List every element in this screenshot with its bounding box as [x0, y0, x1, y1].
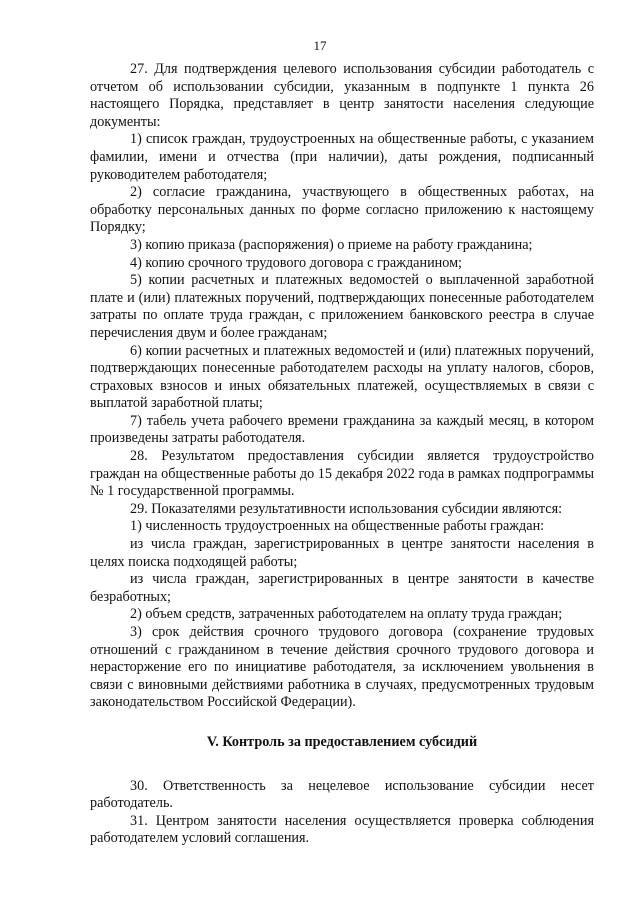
- list-item-7: 7) табель учета рабочего времени гражданина за каждый месяц, в котором произведены затраты работодателя.: [90, 412, 594, 447]
- indicator-1-subitem-a: из числа граждан, зарегистрированных в центре занятости населения в целях поиска подходящей работы;: [90, 536, 594, 570]
- paragraph-31: 31. Центром занятости населения осуществляется проверка соблюдения работодателем условий соглашения.: [90, 812, 594, 847]
- indicator-1-subitem-b: из числа граждан, зарегистрированных в центре занятости в качестве безработных;: [90, 571, 594, 605]
- document-body: [90, 61, 594, 848]
- paragraph-29: 29. Показателями результативности использования субсидии являются:: [130, 500, 563, 517]
- paragraph-30: 30. Ответственность за нецелевое использование субсидии несет работодатель.: [90, 777, 594, 812]
- list-item-1: 1) список граждан, трудоустроенных на общественные работы, с указанием фамилии, имени и отчества (при наличии), даты рождения, подписанный руководителем работодателя;: [90, 131, 594, 183]
- list-item-5: 5) копии расчетных и платежных ведомостей о выплаченной заработной плате и (или) платежных поручений, подтверждающих понесенные работодателем затраты по оплате труда граждан, с приложением банковского реестра в случае перечисления двум и более гражданам;: [90, 272, 594, 341]
- section-heading: V. Контроль за предоставлением субсидий: [206, 733, 478, 750]
- list-item-4: 4) копию срочного трудового договора с гражданином;: [130, 254, 462, 271]
- page-number: 17: [313, 38, 327, 53]
- indicator-2: 2) объем средств, затраченных работодателем на оплату труда граждан;: [130, 606, 563, 623]
- list-item-3: 3) копию приказа (распоряжения) о приеме на работу гражданина;: [130, 236, 533, 253]
- paragraph-28: 28. Результатом предоставления субсидии является трудоустройство граждан на общественные работы до 15 декабря 2022 года в рамках подпрограммы № 1 государственной программы.: [90, 448, 594, 500]
- paragraph-27: 27. Для подтверждения целевого использования субсидии работодатель с отчетом об использовании субсидии, указанным в подпункте 1 пункта 26 настоящего Порядка, представляет в центр занятости населения следующие документы:: [90, 61, 594, 130]
- list-item-2: 2) согласие гражданина, участвующего в общественных работах, на обработку персональных данных по форме согласно приложению к настоящему Порядку;: [90, 184, 594, 236]
- indicator-3: 3) срок действия срочного трудового договора (сохранение трудовых отношений с гражданином в течение действия срочного трудового договора и нерасторжение его по инициативе работодателя, за исключением увольнения в связи с виновными действиями работника в случаях, предусмотренных трудовым законодательством Российской Федерации).: [90, 624, 594, 711]
- indicator-1: 1) численность трудоустроенных на общественные работы граждан:: [130, 518, 545, 535]
- list-item-6: 6) копии расчетных и платежных ведомостей и (или) платежных поручений, подтверждающих понесенные работодателем расходы на уплату налогов, сборов, страховых взносов и иных обязательных платежей, осуществляемых в связи с выплатой заработной платы;: [90, 342, 594, 412]
